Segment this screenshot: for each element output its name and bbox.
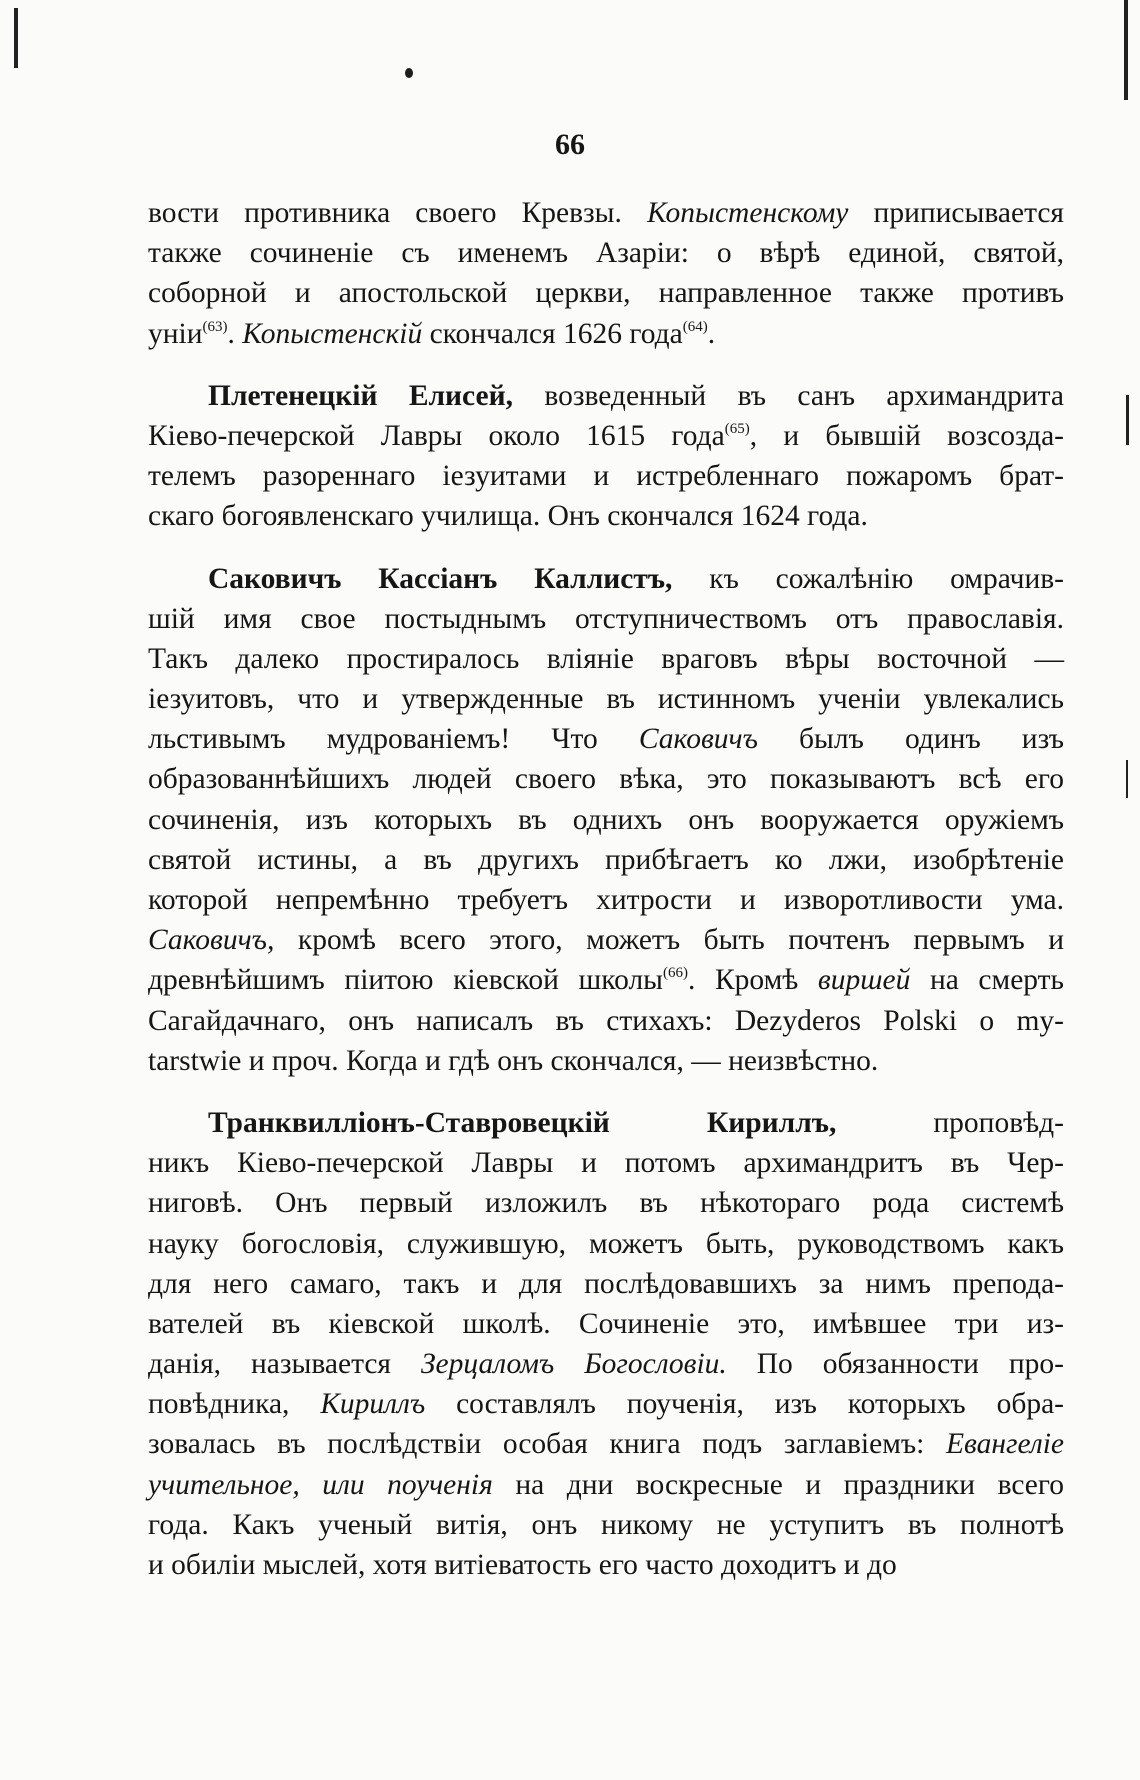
text-segment: ниговѣ. Онъ первый изложилъ въ нѣкотораго рода системѣ xyxy=(148,1187,1064,1220)
scan-edge-right-2 xyxy=(1126,395,1129,445)
text-line xyxy=(148,880,1064,920)
author-name: Саковичъ Кассіанъ Каллистъ, xyxy=(208,562,673,595)
text-segment: . Кромѣ xyxy=(688,964,818,997)
text-line xyxy=(148,1465,1064,1505)
text-segment: Кіево-печерской Лавры около 1615 года xyxy=(148,419,725,452)
scan-edge-right xyxy=(1124,0,1128,100)
text-segment: данія, называется xyxy=(148,1348,421,1381)
text-segment: . xyxy=(707,317,716,350)
italic-text: виршей xyxy=(817,964,911,997)
author-name: Плетенецкій Елисей, xyxy=(208,379,513,412)
text-segment: tarstwie и проч. Когда и гдѣ онъ скончался, — неизвѣстно. xyxy=(148,1044,879,1077)
text-segment: на смерть xyxy=(910,964,1064,997)
text-line xyxy=(148,1041,1064,1081)
text-line xyxy=(148,920,1064,960)
text-segment: былъ одинъ изъ xyxy=(757,723,1064,756)
text-line xyxy=(148,800,1064,840)
italic-text: Саковичъ, xyxy=(148,924,275,957)
text-segment: составлялъ поученія, изъ которыхъ обра- xyxy=(425,1388,1065,1421)
text-line xyxy=(148,496,1064,536)
text-segment: проповѣд- xyxy=(836,1106,1065,1139)
text-segment: года. Какъ ученый витія, онъ никому не уступитъ въ полнотѣ xyxy=(148,1508,1064,1541)
text-line xyxy=(148,456,1064,496)
text-segment: кромѣ всего этого, можетъ быть почтенъ первымъ и xyxy=(274,924,1064,957)
text-segment: науку богословія, служившую, можетъ быть, руководствомъ какъ xyxy=(148,1227,1064,1260)
text-segment: соборной и апостольской церкви, направленное также противъ xyxy=(148,277,1064,310)
text-segment: для него самаго, такъ и для послѣдовавшихъ за нимъ препода- xyxy=(148,1267,1064,1300)
text-segment: , и бывшій возсозда- xyxy=(749,419,1064,452)
text-line xyxy=(148,1545,1064,1585)
text-line xyxy=(148,599,1064,639)
text-line xyxy=(148,639,1064,679)
text-segment: льстивымъ мудрованіемъ! Что xyxy=(148,723,639,756)
text-line xyxy=(148,719,1064,759)
paragraph-gap xyxy=(148,354,1064,376)
text-segment: . xyxy=(227,317,243,350)
text-line xyxy=(148,314,1064,354)
scan-edge-right-3 xyxy=(1126,760,1128,798)
text-segment: также сочиненіе съ именемъ Азаріи: о вѣрѣ единой, святой, xyxy=(148,237,1064,270)
text-segment: По обязанности про- xyxy=(726,1348,1064,1381)
text-line xyxy=(148,416,1064,456)
text-segment: шій имя свое постыднымъ отступничествомъ отъ православія. xyxy=(148,602,1064,635)
author-name: Транквилліонъ-Ставровецкій Кириллъ, xyxy=(208,1106,837,1139)
text-segment: Сагайдачнаго, онъ написалъ въ стихахъ: Dezyderos Polski o my- xyxy=(148,1004,1064,1037)
footnote-ref: (66) xyxy=(663,965,688,982)
text-line xyxy=(148,679,1064,719)
text-segment: скончался 1626 года xyxy=(422,317,683,350)
text-segment: на дни воскресные и праздники всего xyxy=(492,1468,1064,1501)
text-line xyxy=(148,1384,1064,1424)
text-segment: древнѣйшимъ піитою кіевской школы xyxy=(148,964,663,997)
text-line xyxy=(148,1103,1064,1143)
text-line xyxy=(148,559,1064,599)
text-line xyxy=(148,376,1064,416)
text-segment: скаго богоявленскаго училища. Онъ скончался 1624 года. xyxy=(148,500,868,533)
italic-text: Кириллъ xyxy=(320,1388,426,1421)
text-line xyxy=(148,759,1064,799)
text-segment: уніи xyxy=(148,317,203,350)
italic-text: Саковичъ xyxy=(638,723,758,756)
italic-text: Копыстенскій xyxy=(242,317,423,350)
text-segment: образованнѣйшихъ людей своего вѣка, это показываютъ всѣ его xyxy=(148,763,1064,796)
text-line xyxy=(148,1143,1064,1183)
text-segment: никъ Кіево-печерской Лавры и потомъ архимандритъ въ Чер- xyxy=(148,1147,1064,1180)
italic-text: Зерцаломъ Богословіи. xyxy=(420,1348,727,1381)
text-line xyxy=(148,960,1064,1000)
text-segment: зовалась въ послѣдствіи особая книга подъ заглавіемъ: xyxy=(148,1428,946,1461)
footnote-ref: (65) xyxy=(724,420,750,437)
body-text xyxy=(148,193,1064,1585)
page-number: 66 xyxy=(555,128,585,161)
text-line xyxy=(148,1001,1064,1041)
italic-text: Евангеліе xyxy=(945,1428,1064,1461)
footnote-ref: (63) xyxy=(202,318,228,335)
italic-text: учительное, или поученія xyxy=(148,1468,493,1501)
text-line xyxy=(148,273,1064,313)
text-line xyxy=(148,1304,1064,1344)
text-segment: телемъ разореннаго іезуитами и истребленнаго пожаромъ брат- xyxy=(148,460,1064,493)
text-line xyxy=(148,1224,1064,1264)
text-segment: которой непремѣнно требуетъ хитрости и изворотливости ума. xyxy=(148,884,1064,916)
text-segment: возведенный въ санъ архимандрита xyxy=(512,379,1064,412)
scan-speck xyxy=(405,68,413,78)
scan-edge-left xyxy=(14,8,18,68)
italic-text: Копыстенскому xyxy=(647,197,849,229)
text-segment: святой истины, а въ другихъ прибѣгаетъ ко лжи, изобрѣтеніе xyxy=(148,843,1064,876)
text-line xyxy=(148,1424,1064,1464)
text-segment: повѣдника, xyxy=(148,1388,321,1421)
text-line xyxy=(148,1264,1064,1304)
footnote-ref: (64) xyxy=(682,318,708,335)
text-line xyxy=(148,233,1064,273)
text-line xyxy=(148,840,1064,880)
text-segment: Такъ далеко простиралось вліяніе враговъ вѣры восточной — xyxy=(148,642,1064,675)
text-segment: приписывается xyxy=(848,197,1064,229)
text-segment: и обиліи мыслей, хотя витіеватость его часто доходитъ и до xyxy=(148,1549,897,1581)
text-line xyxy=(148,193,1064,233)
text-segment: къ сожалѣнію омрачив- xyxy=(672,562,1064,595)
text-segment: вости противника своего Кревзы. xyxy=(148,197,648,229)
text-line xyxy=(148,1183,1064,1223)
text-segment: іезуитовъ, что и утвержденные въ истинномъ ученіи увлекались xyxy=(148,683,1064,716)
text-line xyxy=(148,1505,1064,1545)
paragraph-gap xyxy=(148,537,1064,559)
paragraph-gap xyxy=(148,1081,1064,1103)
text-segment: сочиненія, изъ которыхъ въ однихъ онъ вооружается оружіемъ xyxy=(148,803,1064,836)
text-segment: вателей въ кіевской школѣ. Сочиненіе это, имѣвшее три из- xyxy=(148,1307,1064,1340)
text-line xyxy=(148,1344,1064,1384)
